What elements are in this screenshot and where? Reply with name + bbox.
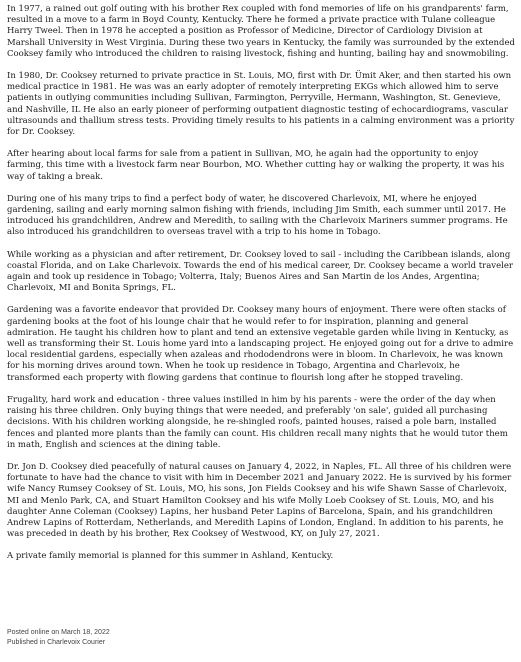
paragraph-sailing-travel: While working as a physician and after retirement, Dr. Cooksey loved to sail - including the Caribbean islands, along coastal Florida, and on Lake Charlevoix. Towards the end of his medical career, Dr. Cooksey became a world traveler again and took up residence in Tobago; Volterra, Italy; Buenos Aires and San Martin de los Andes, Argentina; Charlevoix, MI and Bonita Springs, FL.: [7, 249, 513, 294]
paragraph-charlevoix: During one of his many trips to find a perfect body of water, he discovered Charlevoix, MI, where he enjoyed gardening, sailing and early morning salmon fishing with friends, including Jim Smith, each summer until 2017. He introduced his grandchildren, Andrew and Meredith, to sailing with the Charlevoix Mariners summer programs. He also introduced his grandchildren to overseas travel with a trip to his home in Tobago.: [7, 193, 508, 238]
publication-source: Published in Charlevoix Courier: [7, 639, 106, 646]
obituary-body: [7, 4, 515, 574]
paragraph-values: Frugality, hard work and education - three values instilled in him by his parents - were the order of the day when raising his three children. Only buying things that were needed, and preferably 'on sale', guided all purchasing decisions. With his children working alongside, he re-shingled roofs, painted houses, raised a pole barn, installed fences and planted more plants than the family can count. His children recall many nights that he would tutor them in math, English and sciences at the dining table.: [7, 394, 508, 450]
publication-footer: [7, 628, 110, 648]
paragraph-kentucky-farm: In 1977, a rained out golf outing with his brother Rex coupled with fond memories of life on his grandparents' farm, resulted in a move to a farm in Boyd County, Kentucky. There he formed a private practice with Tulane colleague Harry Tweel. Then in 1978 he accepted a position as Professor of Medicine, Director of Cardiology Division at Marshall University in West Virginia. During these two years in Kentucky, the family was surrounded by the extended Cooksey family who introduced the children to raising livestock, fishing and hunting, bailing hay and snowmobiling.: [7, 4, 515, 59]
paragraph-survivors: Dr. Jon D. Cooksey died peacefully of natural causes on January 4, 2022, in Naples, FL. All three of his children were fortunate to have had the chance to visit with him in December 2021 and January 2022. He is survived by his former wife Nancy Rumsey Cooksey of St. Louis, MO, his sons, Jon Fields Cooksey and his wife Shawn Sasse of Charlevoix, MI and Menlo Park, CA, and Stuart Hamilton Cooksey and his wife Molly Loeb Cooksey of St. Louis, MO, and his daughter Anne Coleman (Cooksey) Lapins, her husband Peter Lapins of Barcelona, Spain, and his grandchildren Andrew Lapins of Rotterdam, Netherlands, and Meredith Lapins of London, England. In addition to his parents, he was preceded in death by his brother, Rex Cooksey of Westwood, KY, on July 27, 2021.: [7, 461, 512, 540]
paragraph-st-louis-practice: In 1980, Dr. Cooksey returned to private practice in St. Louis, MO, first with Dr. Ümit Aker, and then started his own medical practice in 1981. He was was an early adopter of remotely interpreting EKGs which allowed him to serve patients in outlying communities including Sullivan, Farmington, Perryville, Hermann, Washington, St. Genevieve, and Nashville, IL He also an early pioneer of performing outpatient diagnostic testing of echocardiograms, vascular ultrasounds and thallium stress tests. Providing timely results to his patients in a calming environment was a priority for Dr. Cooksey.: [7, 71, 515, 138]
paragraph-bourbon-farm: After hearing about local farms for sale from a patient in Sullivan, MO, he again had the opportunity to enjoy farming, this time with a livestock farm near Bourbon, MO. Whether cutting hay or walking the property, it was his way of taking a break.: [7, 149, 505, 182]
paragraph-gardening: Gardening was a favorite endeavor that provided Dr. Cooksey many hours of enjoyment. There were often stacks of gardening books at the foot of his lounge chair that he would refer to for inspiration, planning and general admiration. He taught his children how to plant and tend an extensive vegetable garden while living in Kentucky, as well as transforming their St. Louis home yard into a landscaping project. He enjoyed going out for a drive to admire local residential gardens, especially when azaleas and rhododendrons were in bloom. In Charlevoix, he was known for his morning drives around town. When he took up residence in Tobago, Argentina and Charlevoix, he transformed each property with flowing gardens that continue to flourish long after he stopped traveling.: [7, 305, 514, 383]
posted-date: Posted online on March 18, 2022: [7, 629, 110, 636]
paragraph-memorial: A private family memorial is planned for this summer in Ashland, Kentucky.: [7, 551, 334, 562]
